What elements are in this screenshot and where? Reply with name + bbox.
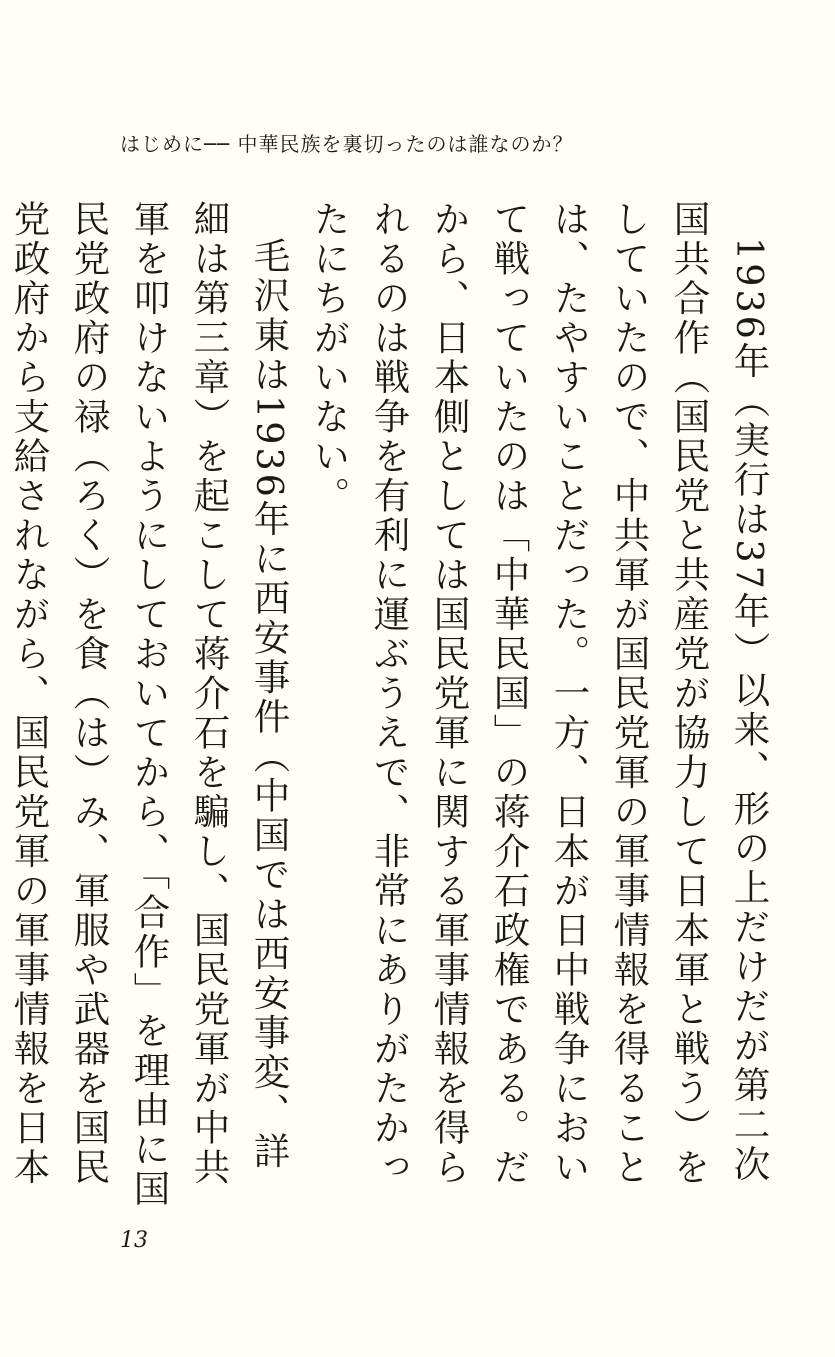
running-head: はじめに── 中華民族を裏切ったのは誰なのか？ <box>120 132 574 156</box>
page-number: 13 <box>120 1228 148 1253</box>
paragraph-1: 1936年（実行は37年）以来、形の上だけだが第二次国共合作（国民党と共産党が協力して日本軍と戦う）をしていたので、中共軍が国民党軍の軍事情報を得ることは、たやすいことだった。一方、日本が日中戦争において戦っていたのは「中華民国」の蒋介石政権である。だから、日本側としては国民党軍に関する軍事情報を得られるのは戦争を有利に運ぶうえで、非常にありがたかったにちがいない。 <box>308 200 771 1188</box>
body-text <box>8 200 779 1210</box>
paragraph-2: 毛沢東は1936年に西安事件（中国では西安事変、詳細は第三章）を起こして蒋介石を騙し、国民党軍が中共軍を叩けないようにしておいてから、「合作」を理由に国民党政府の禄（ろく）を食（は）み、軍服や武器を国民党政府から支給されながら、国民党軍の軍事情報を日本 <box>8 200 291 1209</box>
